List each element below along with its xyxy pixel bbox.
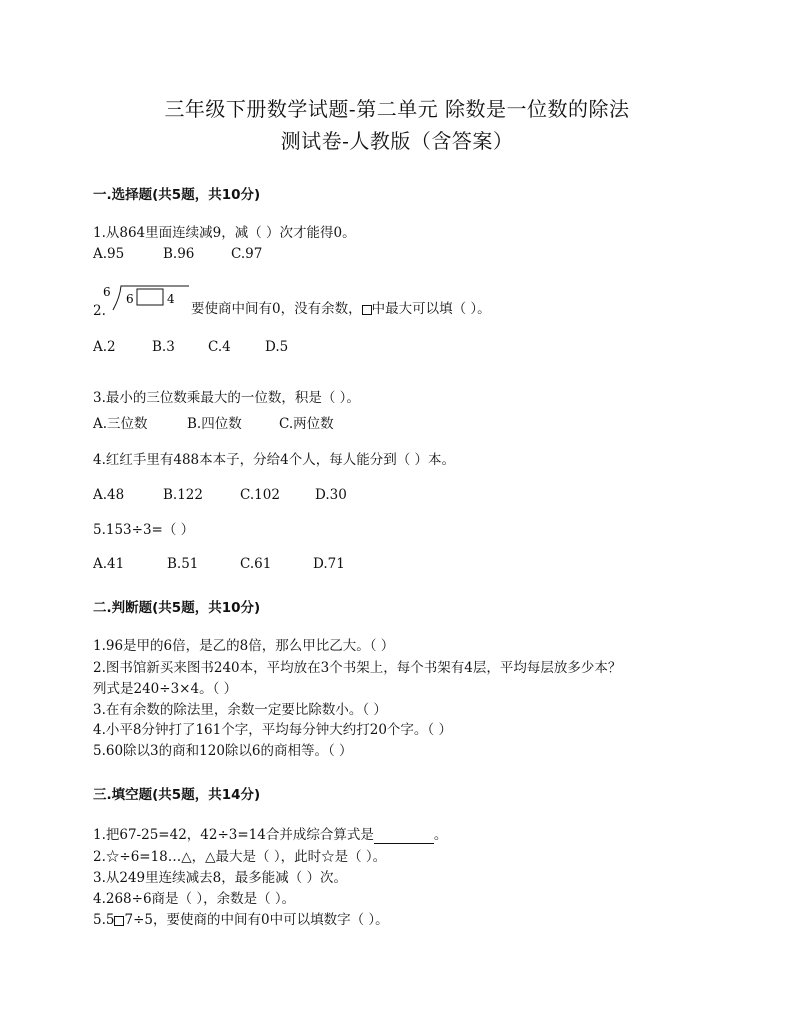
fill-item-5-text: 5.5 (93, 912, 115, 928)
judge-item-4: 4.小平8分钟打了161个字，平均每分钟大约打20个字。（ ） (93, 722, 452, 738)
question-2-text (191, 300, 491, 318)
title-line-1: 三年级下册数学试题-第二单元 除数是一位数的除法 (164, 97, 630, 121)
question-3-text: 3.最小的三位数乘最大的一位数，积是（ ）。 (93, 390, 360, 406)
fill-item-5-end: 7÷5，要使商的中间有0中可以填数字（ ）。 (124, 912, 389, 928)
division-dividend-left: 6 (126, 292, 134, 306)
question-5-text: 5.153÷3=（ ） (93, 522, 195, 538)
question-1-option-c: C.97 (231, 246, 263, 262)
question-5-option-a: A.41 (93, 556, 125, 572)
fill-item-5 (93, 911, 389, 929)
question-3-option-c: C.两位数 (279, 416, 334, 432)
question-2-text-main: 要使商中间有0，没有余数， (191, 301, 362, 317)
judge-item-2-cont: 列式是240÷3×4。（ ） (93, 681, 238, 697)
fill-item-1-end: 。 (433, 827, 448, 843)
section-heading-choice: 一.选择题(共5题，共10分) (93, 187, 261, 203)
division-bracket (113, 286, 189, 310)
question-3-option-a: A.三位数 (93, 416, 148, 432)
question-2-number: 2. (93, 303, 106, 319)
question-5-option-c: C.61 (240, 556, 272, 572)
fill-item-2: 2.☆÷6=18…△，△最大是（ ），此时☆是（ ）。 (93, 849, 387, 865)
question-2-option-a: A.2 (93, 339, 116, 355)
fill-item-4: 4.268÷6商是（ ），余数是（ ）。 (93, 891, 296, 907)
question-2-option-c: C.4 (208, 339, 231, 355)
title-line-2: 测试卷-人教版（含答案） (280, 129, 514, 153)
question-5-option-b: B.51 (167, 556, 199, 572)
question-2-option-d: D.5 (265, 339, 289, 355)
question-1-option-b: B.96 (163, 246, 195, 262)
question-1-text: 1.从864里面连续减9，减（ ）次才能得0。 (93, 225, 356, 241)
section-heading-fill: 三.填空题(共5题，共14分) (93, 787, 261, 803)
question-4-option-c: C.102 (240, 487, 280, 503)
question-4-text: 4.红红手里有488本本子，分给4个人，每人能分到（ ）本。 (93, 452, 456, 468)
judge-item-1: 1.96是甲的6倍，是乙的8倍，那么甲比乙大。（ ） (93, 638, 395, 654)
judge-item-3: 3.在有余数的除法里，余数一定要比除数小。（ ） (93, 702, 387, 718)
blank-square-icon (114, 916, 124, 926)
fill-item-1 (93, 826, 447, 844)
question-2-text-end: 中最大可以填（ ）。 (371, 301, 491, 317)
judge-item-5: 5.60除以3的商和120除以6的商相等。（ ） (93, 743, 353, 759)
question-4-option-b: B.122 (163, 487, 203, 503)
question-4-option-a: A.48 (93, 487, 125, 503)
division-dividend-right: 4 (167, 292, 175, 306)
question-1-option-a: A.95 (93, 246, 125, 262)
judge-item-2: 2.图书馆新买来图书240本，平均放在3个书架上，每个书架有4层，平均每层放多少本？ (93, 660, 622, 676)
long-division-figure (103, 283, 189, 311)
answer-blank-line (374, 830, 434, 844)
section-heading-judge: 二.判断题(共5题，共10分) (93, 600, 261, 616)
question-3-option-b: B.四位数 (187, 416, 242, 432)
division-blank-box (137, 289, 163, 305)
blank-square-icon (362, 305, 372, 315)
fill-item-1-text: 1.把67-25=42，42÷3=14合并成综合算式是 (93, 827, 374, 843)
question-2-option-b: B.3 (152, 339, 175, 355)
fill-item-3: 3.从249里连续减去8，最多能减（ ）次。 (93, 870, 348, 886)
division-divisor: 6 (103, 285, 111, 299)
question-5-option-d: D.71 (313, 556, 345, 572)
question-4-option-d: D.30 (315, 487, 347, 503)
